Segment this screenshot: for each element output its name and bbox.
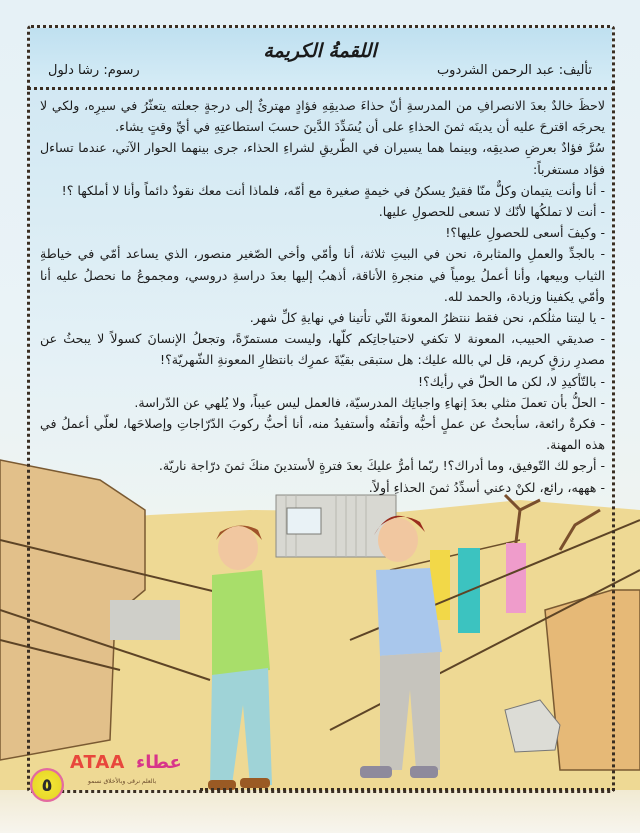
- page-number: ٥: [41, 774, 53, 796]
- author-credit: [437, 63, 592, 78]
- dialogue-line: - بالتّأكيدِ لا، لكن ما الحلّ في رأيك؟!: [418, 373, 605, 389]
- dialogue-line: - وكيفَ أسعى للحصولِ عليها؟!: [445, 225, 605, 241]
- dialogue-line: - أرجو لك التّوفيق، وما أدراك؟! ربّما أمرُّ عليكَ بعدَ فترةٍ لأستدينَ منكَ ثمنَ درّاجة ناريّة.: [158, 458, 605, 474]
- logo-latin: ATAA: [70, 752, 126, 773]
- dialogue-line: - الحلُّ بأن تعملَ مثلي بعدَ إنهاءِ واجباتِك المدرسيّة، فالعمل ليس عيباً، ولا يُلهي عن الدّراسة.: [134, 394, 605, 410]
- dialogue-line: - صديقي الحبيب، المعونة لا تكفي لاحتياجاتِكم كلّها، وليست مستمرّةً، وتجعلُ الإنسانَ كسولاً لا يبحثُ عن مصدرِ رزقٍ كريم، قل لي بالله عليك: هل ستبقى بقيّةَ عمرِك بانتظارِ المعونةِ الشّهريّة؟!: [40, 331, 605, 368]
- page-number-badge: [30, 768, 64, 802]
- frame-bottom-border: [200, 788, 615, 791]
- illustrator-name: رشا دلول: [48, 63, 100, 78]
- author-name: عبد الرحمن الشردوب: [436, 63, 555, 78]
- dialogue-line: - بالجدِّ والعملِ والمثابرة، نحن في البيتِ ثلاثة، أنا وأمّي وأخي الصّغير منصور، الذي يساعد أمّي في خياطةِ الثياب وبيعها، وأنا أعملُ يومياً في منجرةِ الأناقة، أذهبُ إليها بعدَ دراسةِ دروسي، ومجموعُ ما نحصلُ عليه أنا وأمّي يكفينا وزيادة، والحمد لله.: [40, 246, 605, 304]
- author-label: تأليف:: [558, 63, 592, 78]
- illustrator-credit: [48, 63, 140, 78]
- story-paragraph: سُرَّ فؤادٌ بعرضِ صديقِه، وبينما هما يسيران في الطّريقِ لشراءِ الحذاء، جرى بينهما الحوار الآتي، عندما تساءل فؤاد مستغرباً:: [40, 140, 605, 177]
- logo-arabic: عطاء: [136, 752, 182, 773]
- story-body: [40, 95, 605, 498]
- illustrator-label: رسوم:: [103, 63, 140, 78]
- dialogue-line: - أنت لا تملكُها لأنّك لا تسعى للحصولِ عليها.: [378, 204, 605, 220]
- story-title: اللقمةُ الكريمة: [263, 40, 377, 62]
- dialogue-line: - هههه، رائع، لكنْ دعني أسدِّدُ ثمنَ الحذاءِ أولاً.: [368, 479, 605, 495]
- dialogue-line: - أنا وأنت يتيمان وكلٌّ منّا فقيرٌ يسكنُ في خيمةٍ صغيرة مع أمّه، فلماذا أنت معك نقودٌ دائماً وأنا لا أملكها ؟!: [61, 182, 605, 198]
- dialogue-line: - يا ليتنا مثلُكم، نحن فقط ننتظرُ المعونةَ التّي تأتينا في نهايةِ كلِّ شهر.: [249, 310, 605, 326]
- bottom-margin: [0, 790, 640, 833]
- story-paragraph: لاحظَ خالدٌ بعدَ الانصرافِ من المدرسةِ أنّ حذاءَ صديقِهِ فؤادٍ مهترئٌ إلى درجةٍ جعلته يتعثّرُ في سيرِه، ولكي لا يحرجَه اقترحَ عليه أن يدينَه ثمنَ الحذاءِ على أن يُسَدِّدَ الدَّينَ حسبَ استطاعتِهِ في أيِّ وقتٍ يشاء.: [40, 98, 605, 135]
- header-divider: [27, 87, 615, 90]
- logo-tagline: بالعلم نرقى وبالأخلاق نسمو: [88, 778, 157, 785]
- ataa-logo: [70, 752, 180, 792]
- dialogue-line: - فكرةٌ رائعة، سأبحثُ عن عملٍ أحبُّه وأتقنُه وأستفيدُ منه، أنا أحبُّ ركوبَ الدّرّاجاتِ وإصلاحَها، لعلّي أعملُ في هذه المهنة.: [40, 416, 605, 453]
